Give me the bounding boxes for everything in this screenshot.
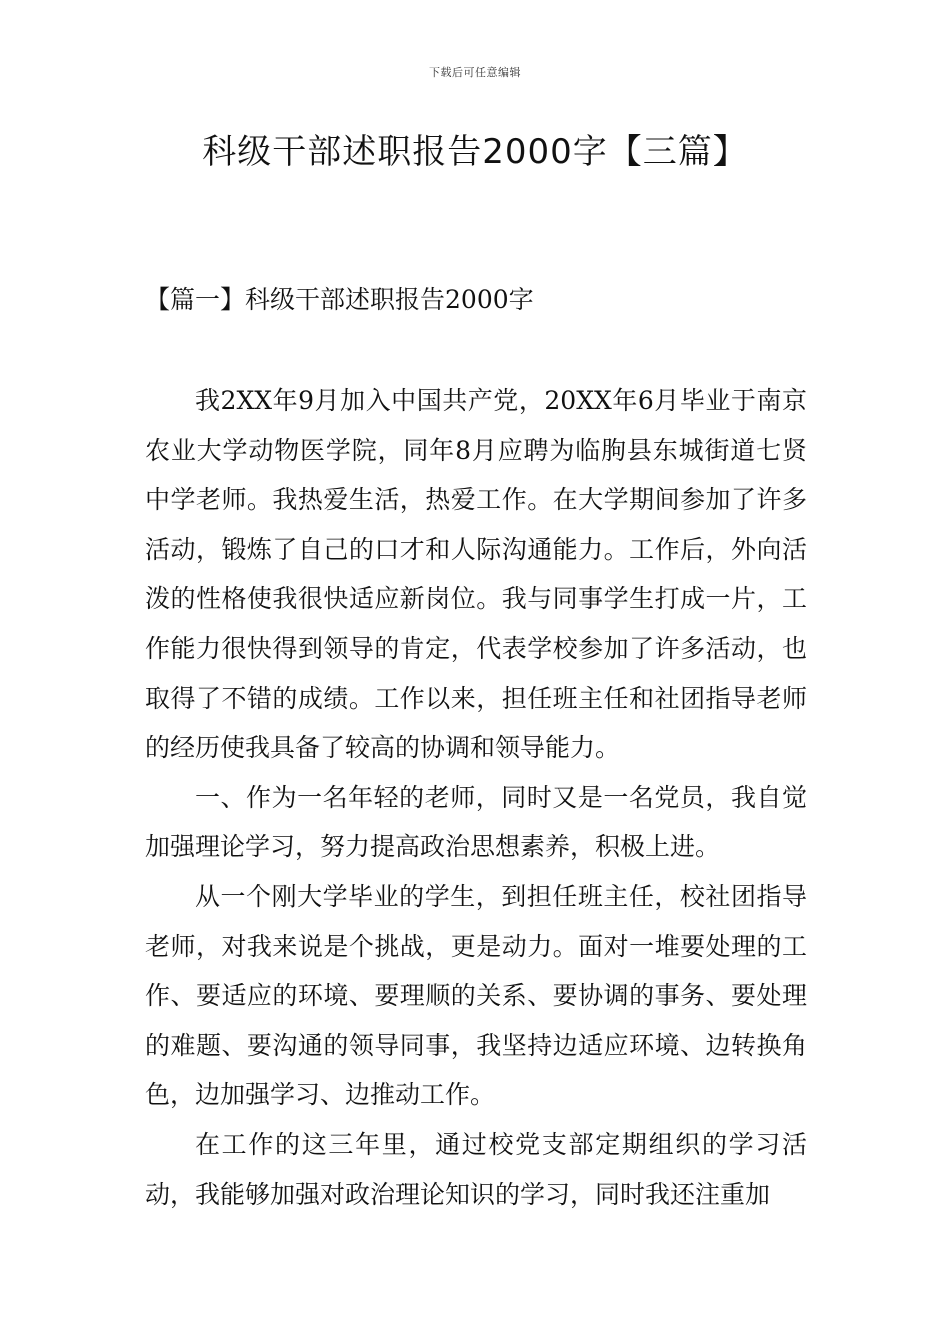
paragraph: 在工作的这三年里，通过校党支部定期组织的学习活动，我能够加强对政治理论知识的学习，同时我还注重加 <box>145 1129 807 1209</box>
document-body <box>145 376 807 1219</box>
paragraph: 我2XX年9月加入中国共产党，20XX年6月毕业于南京农业大学动物医学院，同年8月应聘为临朐县东城街道七贤中学老师。我热爱生活，热爱工作。在大学期间参加了许多活动，锻炼了自己的口才和人际沟通能力。工作后，外向活泼的性格使我很快适应新岗位。我与同事学生打成一片，工作能力很快得到领导的肯定，代表学校参加了许多活动，也取得了不错的成绩。工作以来，担任班主任和社团指导老师的经历使我具备了较高的协调和领导能力。 <box>145 386 807 763</box>
section-heading: 【篇一】科级干部述职报告2000字 <box>145 285 534 314</box>
paragraph: 从一个刚大学毕业的学生，到担任班主任，校社团指导老师，对我来说是个挑战，更是动力。面对一堆要处理的工作、要适应的环境、要理顺的关系、要协调的事务、要处理的难题、要沟通的领导同事，我坚持边适应环境、边转换角色，边加强学习、边推动工作。 <box>145 881 807 1110</box>
paragraph: 一、作为一名年轻的老师，同时又是一名党员，我自觉加强理论学习，努力提高政治思想素养，积极上进。 <box>145 782 807 862</box>
document-title: 科级干部述职报告2000字【三篇】 <box>202 132 748 172</box>
header-note: 下载后可任意编辑 <box>429 66 521 79</box>
